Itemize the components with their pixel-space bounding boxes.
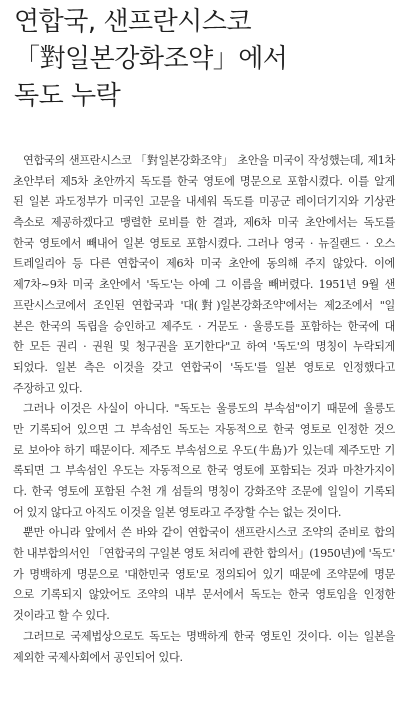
article-body	[13, 151, 395, 668]
body-line: 주장하고 있다.	[13, 381, 83, 395]
body-line: 가 명백하게 명문으로 '대한민국 영토'로 정의되어 있기 때문에 조약문에 명문	[13, 567, 395, 581]
body-line: 연합국의 샌프란시스코 「對일본강화조약」 초안을 미국이 작성했는데, 제1차	[23, 154, 395, 167]
body-line: 한국 영토에서 빼내어 일본 영토로 포함시켰다. 그러나 영국 · 뉴질랜드 · 오스	[13, 236, 395, 250]
article-title	[14, 4, 398, 115]
body-line: 로 보아야 하기 때문이다. 제주도 부속섬으로 우도(牛島)가 있는데 제주도만 기	[13, 443, 395, 457]
body-line: 그러나 이것은 사실이 아니다. "독도는 울릉도의 부속섬"이기 때문에 울릉도	[23, 402, 395, 416]
title-line: 연합국, 샌프란시스코	[14, 7, 252, 37]
body-line: 한 내부합의서인 「연합국의 구일본 영토 처리에 관한 합의서」(1950년)에 '독도'	[13, 547, 395, 561]
body-line: 다. 한국 영토에 포함된 수천 개 섬들의 명칭이 강화조약 조문에 일일이 기록되	[13, 485, 395, 498]
paragraph-2	[13, 399, 395, 523]
body-line: 트레일리아 등 다른 연합국이 제6차 미국 초안에 동의해 주지 않았다. 이에	[13, 257, 395, 271]
body-line: 제7차~9차 미국 초안에서 '독도'는 아예 그 이름을 빼버렸다. 1951년 9월 샌	[13, 278, 395, 292]
body-line: 프란시스코에서 조인된 연합국과 '대(對)일본강화조약'에서는 제2조에서 "일	[13, 298, 395, 312]
title-line: 독도 누락	[14, 81, 121, 111]
body-line: 록되면 그 부속섬인 우도는 자동적으로 한국 영토에 포함되는 것과 마찬가지이	[13, 464, 395, 478]
body-line: 어 있지 않다고 아직도 이것을 일본 영토라고 주장할 수는 없는 것이다.	[13, 505, 342, 519]
body-line: 으로 기록되지 않았어도 조약의 내부 문서에서 독도는 한국 영토임을 인정한	[13, 588, 395, 602]
body-line: 되었다. 일본 측은 이것을 갖고 연합국이 '독도'를 일본 영토로 인정했다고	[13, 360, 395, 374]
body-line: 한 모든 권리 · 권원 및 청구권을 포기한다"고 하여 '독도'의 명칭이 누락되게	[13, 340, 395, 354]
body-line: 초안부터 제5차 초안까지 독도를 한국 영토에 명문으로 포함시켰다. 이를 알게	[13, 174, 395, 188]
paragraph-3	[13, 523, 395, 626]
title-line: 「對일본강화조약」에서	[14, 44, 288, 74]
paragraph-4	[13, 627, 395, 668]
body-line: 제외한 국제사회에서 공인되어 있다.	[13, 650, 183, 664]
body-line: 만 기록되어 있으면 그 부속섬인 독도는 자동적으로 한국 영토로 인정한 것으	[13, 422, 395, 436]
body-line: 뿐만 아니라 앞에서 쓴 바와 같이 연합국이 샌프란시스코 조약의 준비로 합의	[23, 526, 395, 540]
body-line: 그러므로 국제법상으로도 독도는 명백하게 한국 영토인 것이다. 이는 일본을	[23, 629, 395, 643]
body-line: 된 일본 과도정부가 미국인 고문을 내세워 독도를 미공군 레이더기지와 기상관	[13, 195, 395, 209]
body-line: 측소로 제공하겠다고 맹렬한 로비를 한 결과, 제6차 미국 초안에서는 독도를	[13, 216, 395, 230]
paragraph-1	[13, 151, 395, 399]
body-line: 본은 한국의 독립을 승인하고 제주도 · 거문도 · 울릉도를 포함하는 한국에 대	[13, 319, 395, 333]
body-line: 것이라고 할 수 있다.	[13, 609, 110, 623]
